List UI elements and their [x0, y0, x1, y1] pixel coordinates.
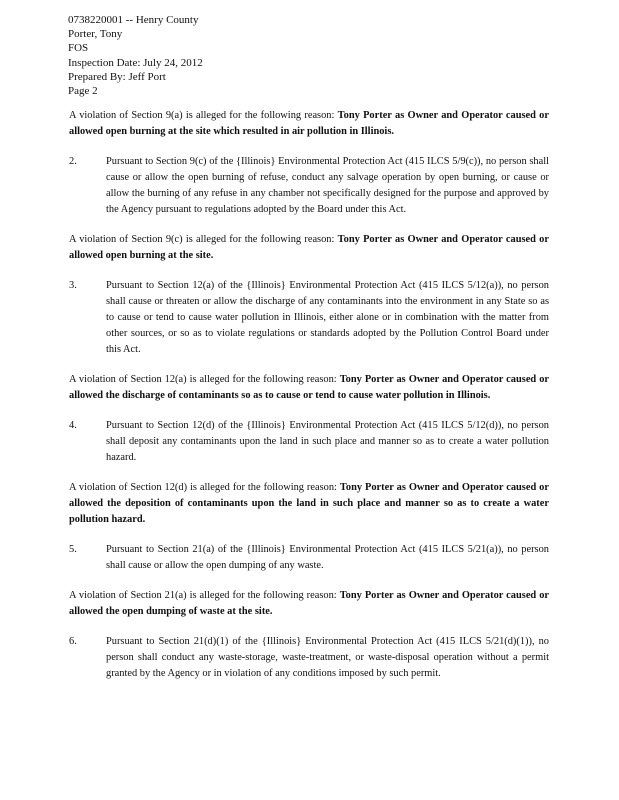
header-prepared-by-line: Prepared By: Jeff Port: [68, 70, 166, 83]
violation-lead: A violation of Section 9(c) is alleged for the following reason:: [69, 234, 338, 245]
list-item-2: [69, 154, 549, 218]
list-item-text: Pursuant to Section 21(d)(1) of the {Illinois} Environmental Protection Act (415 ILCS 5/21(d)(1)), no person shall conduct any waste-storage, waste-treatment, or waste-disposal operation without a permit granted by the Agency or in violation of any conditions imposed by such permit.: [106, 636, 549, 679]
violation-reason: Tony Porter as Owner and Operator caused or allowed open burning at the site.: [69, 234, 549, 261]
intro-violation-paragraph: [69, 108, 549, 140]
list-item-3: [69, 278, 549, 358]
intro-violation-reason: Tony Porter as Owner and Operator caused or allowed open burning at the site which resulted in air pollution in Illinois.: [69, 110, 549, 137]
violation-lead: A violation of Section 12(d) is alleged for the following reason:: [69, 482, 340, 493]
list-item-text: Pursuant to Section 12(d) of the {Illinois} Environmental Protection Act (415 ILCS 5/12(d)), no person shall deposit any contaminants upon the land in such place and manner so as to create a water pollution hazard.: [106, 420, 549, 463]
list-item-text: Pursuant to Section 12(a) of the {Illinois} Environmental Protection Act (415 ILCS 5/12(a)), no person shall cause or threaten or allow the discharge of any contaminants into the environment in any State so as to cause or tend to cause water pollution in Illinois, either alone or in combination with the matter from other sources, or so as to violate regulations or standards adopted by the Pollution Control Board under this Act.: [106, 280, 549, 355]
violation-paragraph-12a: [69, 372, 549, 404]
violation-reason: Tony Porter as Owner and Operator caused or allowed the deposition of contaminants upon the land in such place and manner so as to create a water pollution hazard.: [69, 482, 549, 525]
list-item-text: Pursuant to Section 21(a) of the {Illinois} Environmental Protection Act (415 ILCS 5/21(a)), no person shall cause or allow the open dumping of any waste.: [106, 544, 549, 571]
list-item-6: [69, 634, 549, 682]
list-item-4: [69, 418, 549, 466]
violation-lead: A violation of Section 12(a) is alleged for the following reason:: [69, 374, 340, 385]
intro-violation-lead: A violation of Section 9(a) is alleged for the following reason:: [69, 110, 338, 121]
violation-paragraph-21a: [69, 588, 549, 620]
violation-lead: A violation of Section 21(a) is alleged for the following reason:: [69, 590, 340, 601]
violation-reason: Tony Porter as Owner and Operator caused or allowed the discharge of contaminants so as to cause or tend to cause water pollution in Illinois.: [69, 374, 550, 401]
list-item-number: 4.: [69, 420, 77, 431]
violation-paragraph-9c: [69, 232, 549, 264]
list-item-5: [69, 542, 549, 574]
list-item-number: 5.: [69, 544, 77, 555]
header-respondent-line: Porter, Tony: [68, 28, 123, 41]
list-item-number: 2.: [69, 156, 77, 167]
header-inspection-date-line: Inspection Date: July 24, 2012: [68, 56, 203, 69]
header-program-line: FOS: [68, 42, 89, 55]
document-header: [68, 13, 203, 98]
header-case-line: 0738220001 -- Henry County: [68, 14, 199, 26]
header-page-number-line: Page 2: [68, 85, 98, 98]
list-item-number: 3.: [69, 280, 77, 291]
document-body: [69, 108, 549, 696]
list-item-text: Pursuant to Section 9(c) of the {Illinois} Environmental Protection Act (415 ILCS 5/9(c)), no person shall cause or allow the open burning of refuse, conduct any salvage operation by open burning, or cause or allow the burning of any refuse in any chamber not specifically designed for the purpose and approved by the Agency pursuant to regulations adopted by the Board under this Act.: [106, 156, 549, 215]
violation-paragraph-12d: [69, 480, 549, 528]
list-item-number: 6.: [69, 636, 77, 647]
violation-reason: Tony Porter as Owner and Operator caused or allowed the open dumping of waste at the site.: [69, 590, 550, 617]
